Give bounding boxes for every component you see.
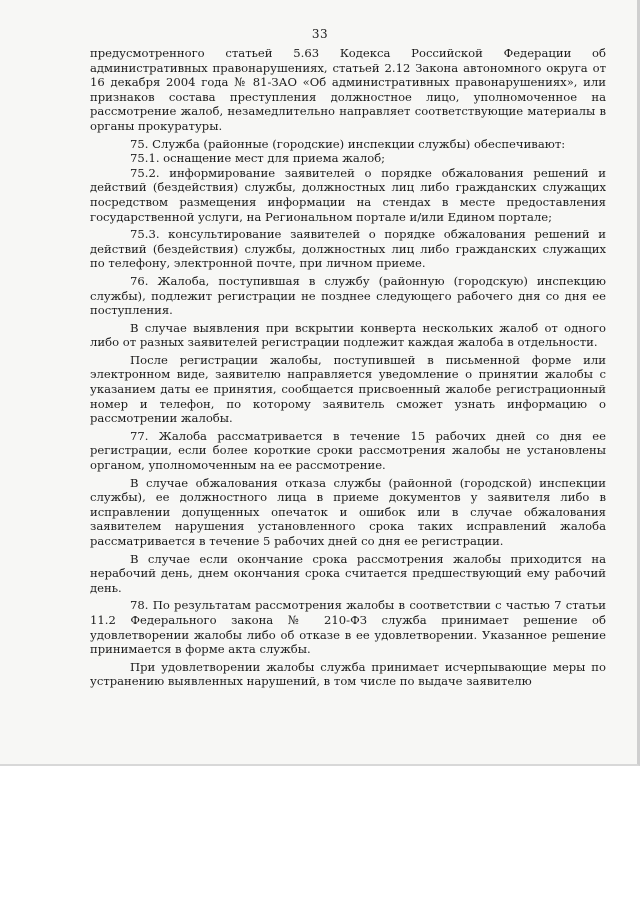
paragraph-continuation: предусмотренного статьей 5.63 Кодекса Российской Федерации об административных правонарушениях, статьей 2.12 Закона автономного округа от 16 декабря 2004 года № 81-ЗАО «Об административных правонарушениях», или признаков состава преступления должностное лицо, уполномоченное на рассмотрение жалоб, незамедлительно направляет соответствующие материалы в органы прокуратуры. [90,46,606,133]
paragraph-multiple-complaints: В случае выявления при вскрытии конверта нескольких жалоб от одного либо от разных заявителей регистрации подлежит каждая жалоба в отдельности. [90,320,606,350]
paragraph-item-75-1: 75.1. оснащение мест для приема жалоб; [130,151,386,166]
paragraph-satisfaction-measures: При удовлетворении жалобы служба принимает исчерпывающие меры по устранению выявленных нарушений, в том числе по выдаче заявителю [90,659,606,689]
paragraph-item-78: 78. По результатам рассмотрения жалобы в соответствии с частью 7 статьи 11.2 Федерального закона № 210-ФЗ служба принимает решение об удовлетворении жалобы либо об отказе в ее удовлетворении. Указанное решение принимается в форме акта службы. [90,598,606,657]
page-number: 33 [311,27,329,41]
paragraph-nonworking-day: В случае если окончание срока рассмотрения жалобы приходится на нерабочий день, днем окончания срока считается предшествующий ему рабочий день. [90,551,606,595]
document-body [90,46,606,689]
paragraph-item-75-2: 75.2. информирование заявителей о порядке обжалования решений и действий (бездействия) службы, должностных лиц либо гражданских служащих посредством размещения информации на стендах в месте предоставления государственной услуги, на Региональном портале и/или Едином портале; [90,165,606,224]
paragraph-item-76: 76. Жалоба, поступившая в службу (районную (городскую) инспекцию службы), подлежит регистрации не позднее следующего рабочего дня со дня ее поступления. [90,273,606,318]
paragraph-refusal-appeal: В случае обжалования отказа службы (районной (городской) инспекции службы), ее должностного лица в приеме документов у заявителя либо в исправлении допущенных опечаток и ошибок или в случае обжалования заявителем нарушения установленного срока таких исправлений жалоба рассматривается в течение 5 рабочих дней со дня ее регистрации. [90,475,606,548]
paragraph-registration-notice: После регистрации жалобы, поступившей в письменной форме или электронном виде, заявителю направляется уведомление о принятии жалобы с указанием даты ее принятия, сообщается присвоенный жалобе регистрационный номер и телефон, по которому заявитель сможет узнать информацию о рассмотрении жалобы. [90,352,606,426]
paragraph-item-75-3: 75.3. консультирование заявителей о порядке обжалования решений и действий (бездействия) службы, должностных лиц либо гражданских служащих по телефону, электронной почте, при личном приеме. [90,227,606,271]
paragraph-item-75: 75. Служба (районные (городские) инспекции службы) обеспечивают: [130,136,566,151]
paragraph-item-77: 77. Жалоба рассматривается в течение 15 рабочих дней со дня ее регистрации, если более короткие сроки рассмотрения жалобы не установлены органом, уполномоченным на ее рассмотрение. [90,428,606,473]
